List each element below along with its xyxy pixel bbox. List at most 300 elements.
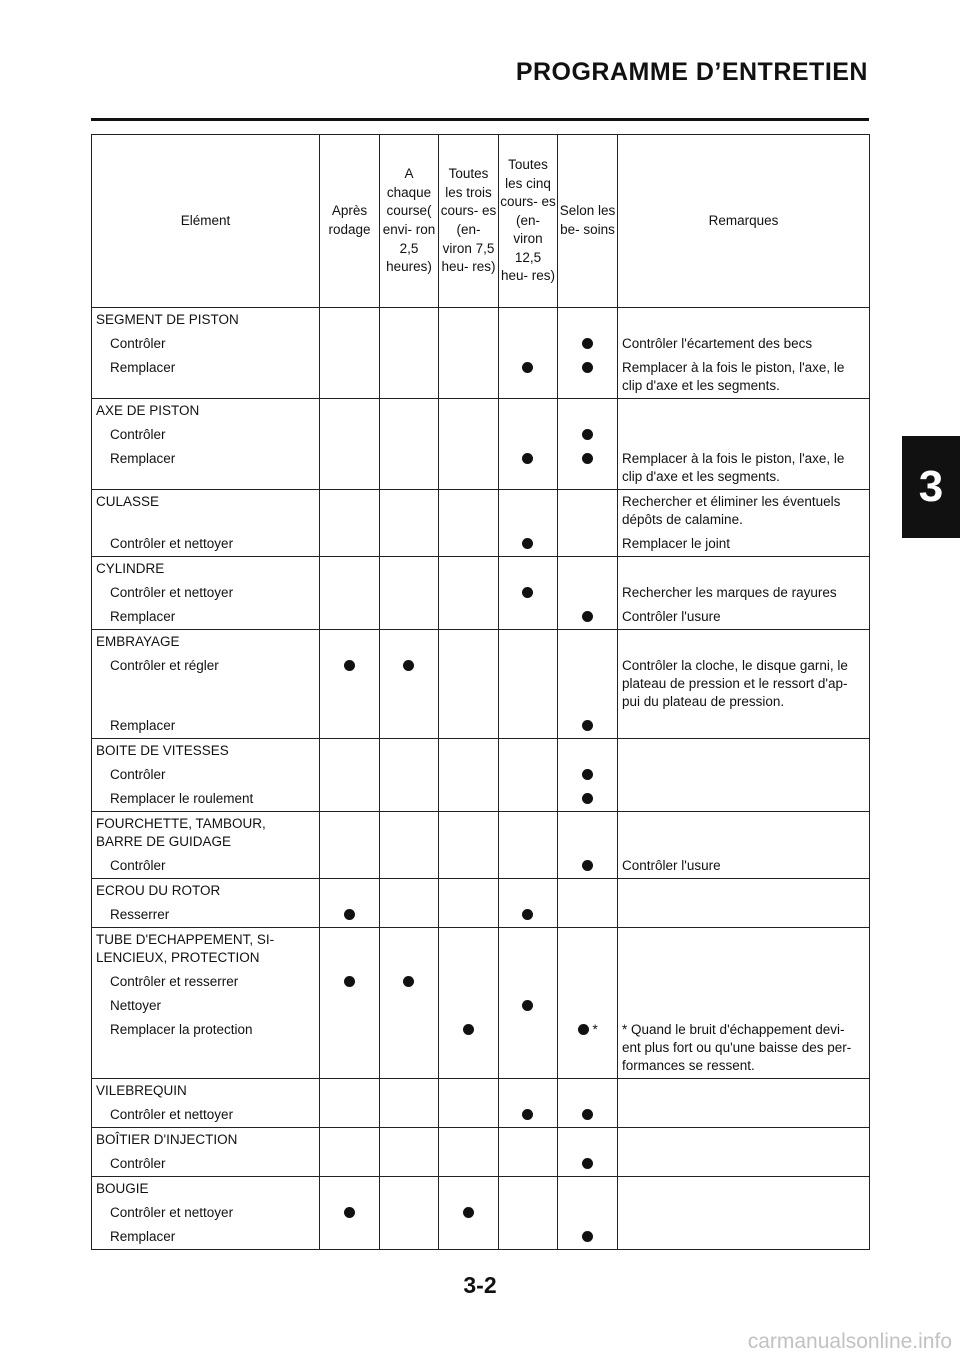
interval-cell — [439, 994, 499, 1018]
empty-cell — [558, 928, 618, 971]
interval-cell — [499, 605, 558, 630]
group-title-row — [92, 399, 870, 424]
column-header-every-five-races: Toutes les cinq cours- es (en- viron 12,5 heu- res) — [499, 135, 558, 308]
table-row — [92, 1103, 870, 1128]
empty-cell — [380, 1177, 439, 1202]
group-title-row — [92, 630, 870, 655]
empty-cell — [499, 812, 558, 855]
interval-cell — [320, 447, 380, 490]
interval-cell — [439, 970, 499, 994]
interval-cell — [320, 581, 380, 605]
empty-cell — [499, 1079, 558, 1104]
interval-cell — [558, 854, 618, 879]
maintenance-group — [92, 399, 870, 490]
interval-cell — [499, 714, 558, 739]
group-remark — [618, 928, 870, 971]
remark — [618, 1225, 870, 1250]
remark — [618, 1152, 870, 1177]
item-label: Remplacer — [92, 605, 320, 630]
empty-cell — [558, 557, 618, 582]
maintenance-table — [91, 134, 870, 1250]
bullet-mark-icon — [522, 1000, 533, 1011]
maintenance-group — [92, 490, 870, 557]
interval-cell — [380, 581, 439, 605]
table-row — [92, 581, 870, 605]
remark: Remplacer à la fois le piston, l'axe, le clip d'axe et les segments. — [618, 447, 870, 490]
empty-cell — [439, 739, 499, 764]
group-remark — [618, 879, 870, 904]
item-label: Contrôler et nettoyer — [92, 1103, 320, 1128]
empty-cell — [439, 630, 499, 655]
interval-cell — [558, 447, 618, 490]
empty-cell — [439, 1079, 499, 1104]
asterisk-note: * — [592, 1022, 598, 1037]
bullet-mark-icon — [582, 1231, 593, 1242]
bullet-mark-icon — [582, 1158, 593, 1169]
interval-cell — [439, 1152, 499, 1177]
interval-cell — [380, 332, 439, 356]
item-label: Resserrer — [92, 903, 320, 928]
interval-cell — [439, 447, 499, 490]
group-remark — [618, 1128, 870, 1153]
group-title: AXE DE PISTON — [92, 399, 320, 424]
interval-cell — [499, 654, 558, 714]
interval-cell — [558, 787, 618, 812]
bullet-mark-icon — [344, 909, 355, 920]
table-row — [92, 903, 870, 928]
empty-cell — [558, 399, 618, 424]
remark — [618, 423, 870, 447]
maintenance-group — [92, 1128, 870, 1177]
interval-cell — [380, 1103, 439, 1128]
table-row — [92, 1152, 870, 1177]
interval-cell — [320, 1225, 380, 1250]
empty-cell — [320, 630, 380, 655]
item-label: Contrôler et resserrer — [92, 970, 320, 994]
item-label: Contrôler — [92, 423, 320, 447]
interval-cell — [380, 654, 439, 714]
bullet-mark-icon — [582, 720, 593, 731]
empty-cell — [439, 1177, 499, 1202]
interval-cell — [558, 654, 618, 714]
interval-cell — [439, 1103, 499, 1128]
item-label: Contrôler — [92, 332, 320, 356]
empty-cell — [439, 557, 499, 582]
interval-cell — [439, 605, 499, 630]
empty-cell — [499, 490, 558, 533]
group-title-row — [92, 928, 870, 971]
empty-cell — [380, 739, 439, 764]
interval-cell — [320, 423, 380, 447]
group-title: CYLINDRE — [92, 557, 320, 582]
interval-cell — [499, 970, 558, 994]
remark — [618, 903, 870, 928]
empty-cell — [558, 879, 618, 904]
interval-cell — [320, 903, 380, 928]
interval-cell — [558, 1103, 618, 1128]
chapter-tab: 3 — [902, 436, 960, 538]
group-title-row — [92, 1128, 870, 1153]
interval-cell — [499, 854, 558, 879]
group-title-row — [92, 490, 870, 533]
interval-cell — [558, 1201, 618, 1225]
interval-cell — [380, 1018, 439, 1079]
group-title-row — [92, 739, 870, 764]
table-row — [92, 423, 870, 447]
bullet-mark-icon — [582, 362, 593, 373]
interval-cell — [320, 1018, 380, 1079]
interval-cell — [439, 787, 499, 812]
item-label: Contrôler et régler — [92, 654, 320, 714]
interval-cell — [499, 763, 558, 787]
empty-cell — [439, 308, 499, 333]
table-row — [92, 1225, 870, 1250]
interval-cell — [499, 423, 558, 447]
bullet-mark-icon — [582, 453, 593, 464]
item-label: Remplacer — [92, 447, 320, 490]
empty-cell — [499, 739, 558, 764]
table-row — [92, 787, 870, 812]
empty-cell — [439, 1128, 499, 1153]
interval-cell — [320, 714, 380, 739]
empty-cell — [499, 557, 558, 582]
interval-cell — [499, 447, 558, 490]
empty-cell — [320, 1079, 380, 1104]
maintenance-group — [92, 1079, 870, 1128]
table-row — [92, 994, 870, 1018]
group-title-row — [92, 812, 870, 855]
interval-cell — [380, 1225, 439, 1250]
interval-cell — [320, 854, 380, 879]
remark: Contrôler l'écartement des becs — [618, 332, 870, 356]
group-remark — [618, 399, 870, 424]
interval-cell — [380, 447, 439, 490]
empty-cell — [320, 739, 380, 764]
interval-cell — [558, 332, 618, 356]
group-title-row — [92, 1177, 870, 1202]
bullet-mark-icon — [403, 660, 414, 671]
table-row — [92, 332, 870, 356]
interval-cell — [499, 903, 558, 928]
interval-cell — [558, 1018, 618, 1079]
table-row — [92, 356, 870, 399]
group-title: BOUGIE — [92, 1177, 320, 1202]
group-title: FOURCHETTE, TAMBOUR, BARRE DE GUIDAGE — [92, 812, 320, 855]
empty-cell — [499, 630, 558, 655]
interval-cell — [499, 332, 558, 356]
interval-cell — [380, 994, 439, 1018]
interval-cell — [320, 1201, 380, 1225]
item-label: Remplacer la protection — [92, 1018, 320, 1079]
interval-cell — [380, 787, 439, 812]
interval-cell — [439, 332, 499, 356]
bullet-mark-icon — [403, 976, 414, 987]
empty-cell — [320, 812, 380, 855]
interval-cell — [380, 1201, 439, 1225]
remark — [618, 994, 870, 1018]
group-title: SEGMENT DE PISTON — [92, 308, 320, 333]
empty-cell — [439, 399, 499, 424]
group-remark — [618, 812, 870, 855]
empty-cell — [558, 490, 618, 533]
empty-cell — [499, 308, 558, 333]
interval-cell — [320, 787, 380, 812]
empty-cell — [499, 1177, 558, 1202]
interval-cell — [439, 714, 499, 739]
group-remark — [618, 1079, 870, 1104]
group-remark — [618, 308, 870, 333]
interval-cell — [439, 903, 499, 928]
group-remark — [618, 630, 870, 655]
bullet-mark-icon — [344, 1207, 355, 1218]
interval-cell — [380, 1152, 439, 1177]
empty-cell — [499, 399, 558, 424]
interval-cell — [439, 654, 499, 714]
title-rule — [91, 118, 869, 121]
interval-cell — [380, 605, 439, 630]
interval-cell — [439, 1225, 499, 1250]
interval-cell — [320, 763, 380, 787]
bullet-mark-icon — [582, 1109, 593, 1120]
empty-cell — [380, 1128, 439, 1153]
empty-cell — [320, 308, 380, 333]
empty-cell — [380, 630, 439, 655]
empty-cell — [380, 399, 439, 424]
interval-cell — [380, 970, 439, 994]
item-label: Remplacer — [92, 356, 320, 399]
bullet-mark-icon — [522, 538, 533, 549]
item-label: Remplacer le roulement — [92, 787, 320, 812]
interval-cell — [439, 532, 499, 557]
remark: Remplacer à la fois le piston, l'axe, le clip d'axe et les segments. — [618, 356, 870, 399]
interval-cell — [499, 1018, 558, 1079]
empty-cell — [558, 812, 618, 855]
empty-cell — [380, 490, 439, 533]
remark — [618, 763, 870, 787]
empty-cell — [380, 1079, 439, 1104]
remark — [618, 1201, 870, 1225]
interval-cell — [320, 532, 380, 557]
group-title: CULASSE — [92, 490, 320, 533]
empty-cell — [558, 308, 618, 333]
group-title-row — [92, 557, 870, 582]
interval-cell — [499, 1225, 558, 1250]
bullet-mark-icon — [582, 769, 593, 780]
interval-cell — [558, 994, 618, 1018]
interval-cell — [499, 581, 558, 605]
remark — [618, 787, 870, 812]
remark — [618, 1103, 870, 1128]
interval-cell — [380, 423, 439, 447]
column-header-element: Elément — [92, 135, 320, 308]
interval-cell — [320, 1152, 380, 1177]
interval-cell — [499, 787, 558, 812]
table-row — [92, 1201, 870, 1225]
empty-cell — [380, 928, 439, 971]
interval-cell — [558, 581, 618, 605]
interval-cell — [439, 763, 499, 787]
bullet-mark-icon — [522, 587, 533, 598]
bullet-mark-icon — [522, 909, 533, 920]
empty-cell — [380, 308, 439, 333]
table-row — [92, 970, 870, 994]
remark: * Quand le bruit d'échappement devi- ent plus fort ou qu'une baisse des per- formances se ressent. — [618, 1018, 870, 1079]
column-header-every-three-races: Toutes les trois cours- es (en- viron 7,5 heu- res) — [439, 135, 499, 308]
table-row — [92, 1018, 870, 1079]
item-label: Contrôler — [92, 854, 320, 879]
remark: Contrôler l'usure — [618, 605, 870, 630]
interval-cell — [558, 356, 618, 399]
column-header-after-break-in: Après rodage — [320, 135, 380, 308]
interval-cell — [558, 532, 618, 557]
interval-cell — [558, 1225, 618, 1250]
interval-cell — [320, 994, 380, 1018]
interval-cell — [558, 714, 618, 739]
interval-cell — [380, 763, 439, 787]
bullet-mark-icon — [463, 1207, 474, 1218]
maintenance-group — [92, 879, 870, 928]
group-title: BOÎTIER D'INJECTION — [92, 1128, 320, 1153]
interval-cell — [439, 1018, 499, 1079]
column-header-remarks: Remarques — [618, 135, 870, 308]
group-title-row — [92, 879, 870, 904]
page-title: PROGRAMME D’ENTRETIEN — [515, 58, 868, 86]
bullet-mark-icon — [522, 362, 533, 373]
interval-cell — [499, 1103, 558, 1128]
remark — [618, 970, 870, 994]
empty-cell — [439, 812, 499, 855]
empty-cell — [320, 928, 380, 971]
column-header-every-race: A chaque course( envi- ron 2,5 heures) — [380, 135, 439, 308]
empty-cell — [320, 557, 380, 582]
item-label: Contrôler et nettoyer — [92, 532, 320, 557]
page-number: 3-2 — [463, 1272, 497, 1298]
interval-cell — [558, 903, 618, 928]
table-row — [92, 654, 870, 714]
interval-cell — [558, 970, 618, 994]
bullet-mark-icon — [582, 611, 593, 622]
watermark: carmanualsonline.info — [747, 1330, 952, 1353]
interval-cell — [558, 1152, 618, 1177]
group-title: TUBE D'ECHAPPEMENT, SI- LENCIEUX, PROTECTION — [92, 928, 320, 971]
interval-cell — [320, 605, 380, 630]
maintenance-group — [92, 630, 870, 739]
table-header-row — [92, 135, 870, 308]
table-row — [92, 763, 870, 787]
empty-cell — [320, 1177, 380, 1202]
empty-cell — [558, 1177, 618, 1202]
empty-cell — [499, 1128, 558, 1153]
bullet-mark-icon — [582, 860, 593, 871]
group-title: EMBRAYAGE — [92, 630, 320, 655]
table-row — [92, 714, 870, 739]
interval-cell — [380, 356, 439, 399]
item-label: Contrôler et nettoyer — [92, 1201, 320, 1225]
empty-cell — [499, 928, 558, 971]
bullet-mark-icon — [578, 1024, 589, 1035]
interval-cell — [439, 356, 499, 399]
bullet-mark-icon — [582, 338, 593, 349]
group-remark: Rechercher et éliminer les éventuels dépôts de calamine. — [618, 490, 870, 533]
table-row — [92, 854, 870, 879]
remark: Contrôler l'usure — [618, 854, 870, 879]
remark — [618, 714, 870, 739]
interval-cell — [320, 356, 380, 399]
maintenance-group — [92, 812, 870, 879]
empty-cell — [320, 490, 380, 533]
interval-cell — [380, 714, 439, 739]
group-title: VILEBREQUIN — [92, 1079, 320, 1104]
empty-cell — [558, 630, 618, 655]
remark: Rechercher les marques de rayures — [618, 581, 870, 605]
empty-cell — [320, 1128, 380, 1153]
empty-cell — [439, 490, 499, 533]
empty-cell — [320, 879, 380, 904]
bullet-mark-icon — [344, 976, 355, 987]
column-header-as-needed: Selon les be- soins — [558, 135, 618, 308]
empty-cell — [380, 879, 439, 904]
empty-cell — [558, 739, 618, 764]
interval-cell — [380, 532, 439, 557]
interval-cell — [439, 854, 499, 879]
maintenance-group — [92, 739, 870, 812]
interval-cell — [558, 423, 618, 447]
group-title-row — [92, 1079, 870, 1104]
maintenance-group — [92, 1177, 870, 1250]
bullet-mark-icon — [582, 429, 593, 440]
interval-cell — [320, 654, 380, 714]
interval-cell — [320, 970, 380, 994]
interval-cell — [558, 763, 618, 787]
bullet-mark-icon — [522, 453, 533, 464]
remark: Contrôler la cloche, le disque garni, le plateau de pression et le ressort d'ap- pui du plateau de pression. — [618, 654, 870, 714]
group-remark — [618, 739, 870, 764]
empty-cell — [558, 1128, 618, 1153]
item-label: Contrôler — [92, 1152, 320, 1177]
interval-cell — [439, 423, 499, 447]
group-title: ECROU DU ROTOR — [92, 879, 320, 904]
maintenance-group — [92, 308, 870, 399]
interval-cell — [439, 581, 499, 605]
maintenance-group — [92, 928, 870, 1079]
interval-cell — [499, 532, 558, 557]
empty-cell — [380, 557, 439, 582]
interval-cell — [499, 1201, 558, 1225]
empty-cell — [439, 928, 499, 971]
item-label: Nettoyer — [92, 994, 320, 1018]
group-title-row — [92, 308, 870, 333]
item-label: Contrôler — [92, 763, 320, 787]
empty-cell — [499, 879, 558, 904]
bullet-mark-icon — [463, 1024, 474, 1035]
bullet-mark-icon — [522, 1109, 533, 1120]
group-remark — [618, 1177, 870, 1202]
interval-cell — [380, 854, 439, 879]
interval-cell — [380, 903, 439, 928]
interval-cell — [320, 332, 380, 356]
empty-cell — [439, 879, 499, 904]
empty-cell — [380, 812, 439, 855]
group-remark — [618, 557, 870, 582]
empty-cell — [558, 1079, 618, 1104]
interval-cell — [499, 356, 558, 399]
item-label: Contrôler et nettoyer — [92, 581, 320, 605]
group-title: BOITE DE VITESSES — [92, 739, 320, 764]
interval-cell — [558, 605, 618, 630]
table-row — [92, 447, 870, 490]
interval-cell — [499, 1152, 558, 1177]
item-label: Remplacer — [92, 714, 320, 739]
